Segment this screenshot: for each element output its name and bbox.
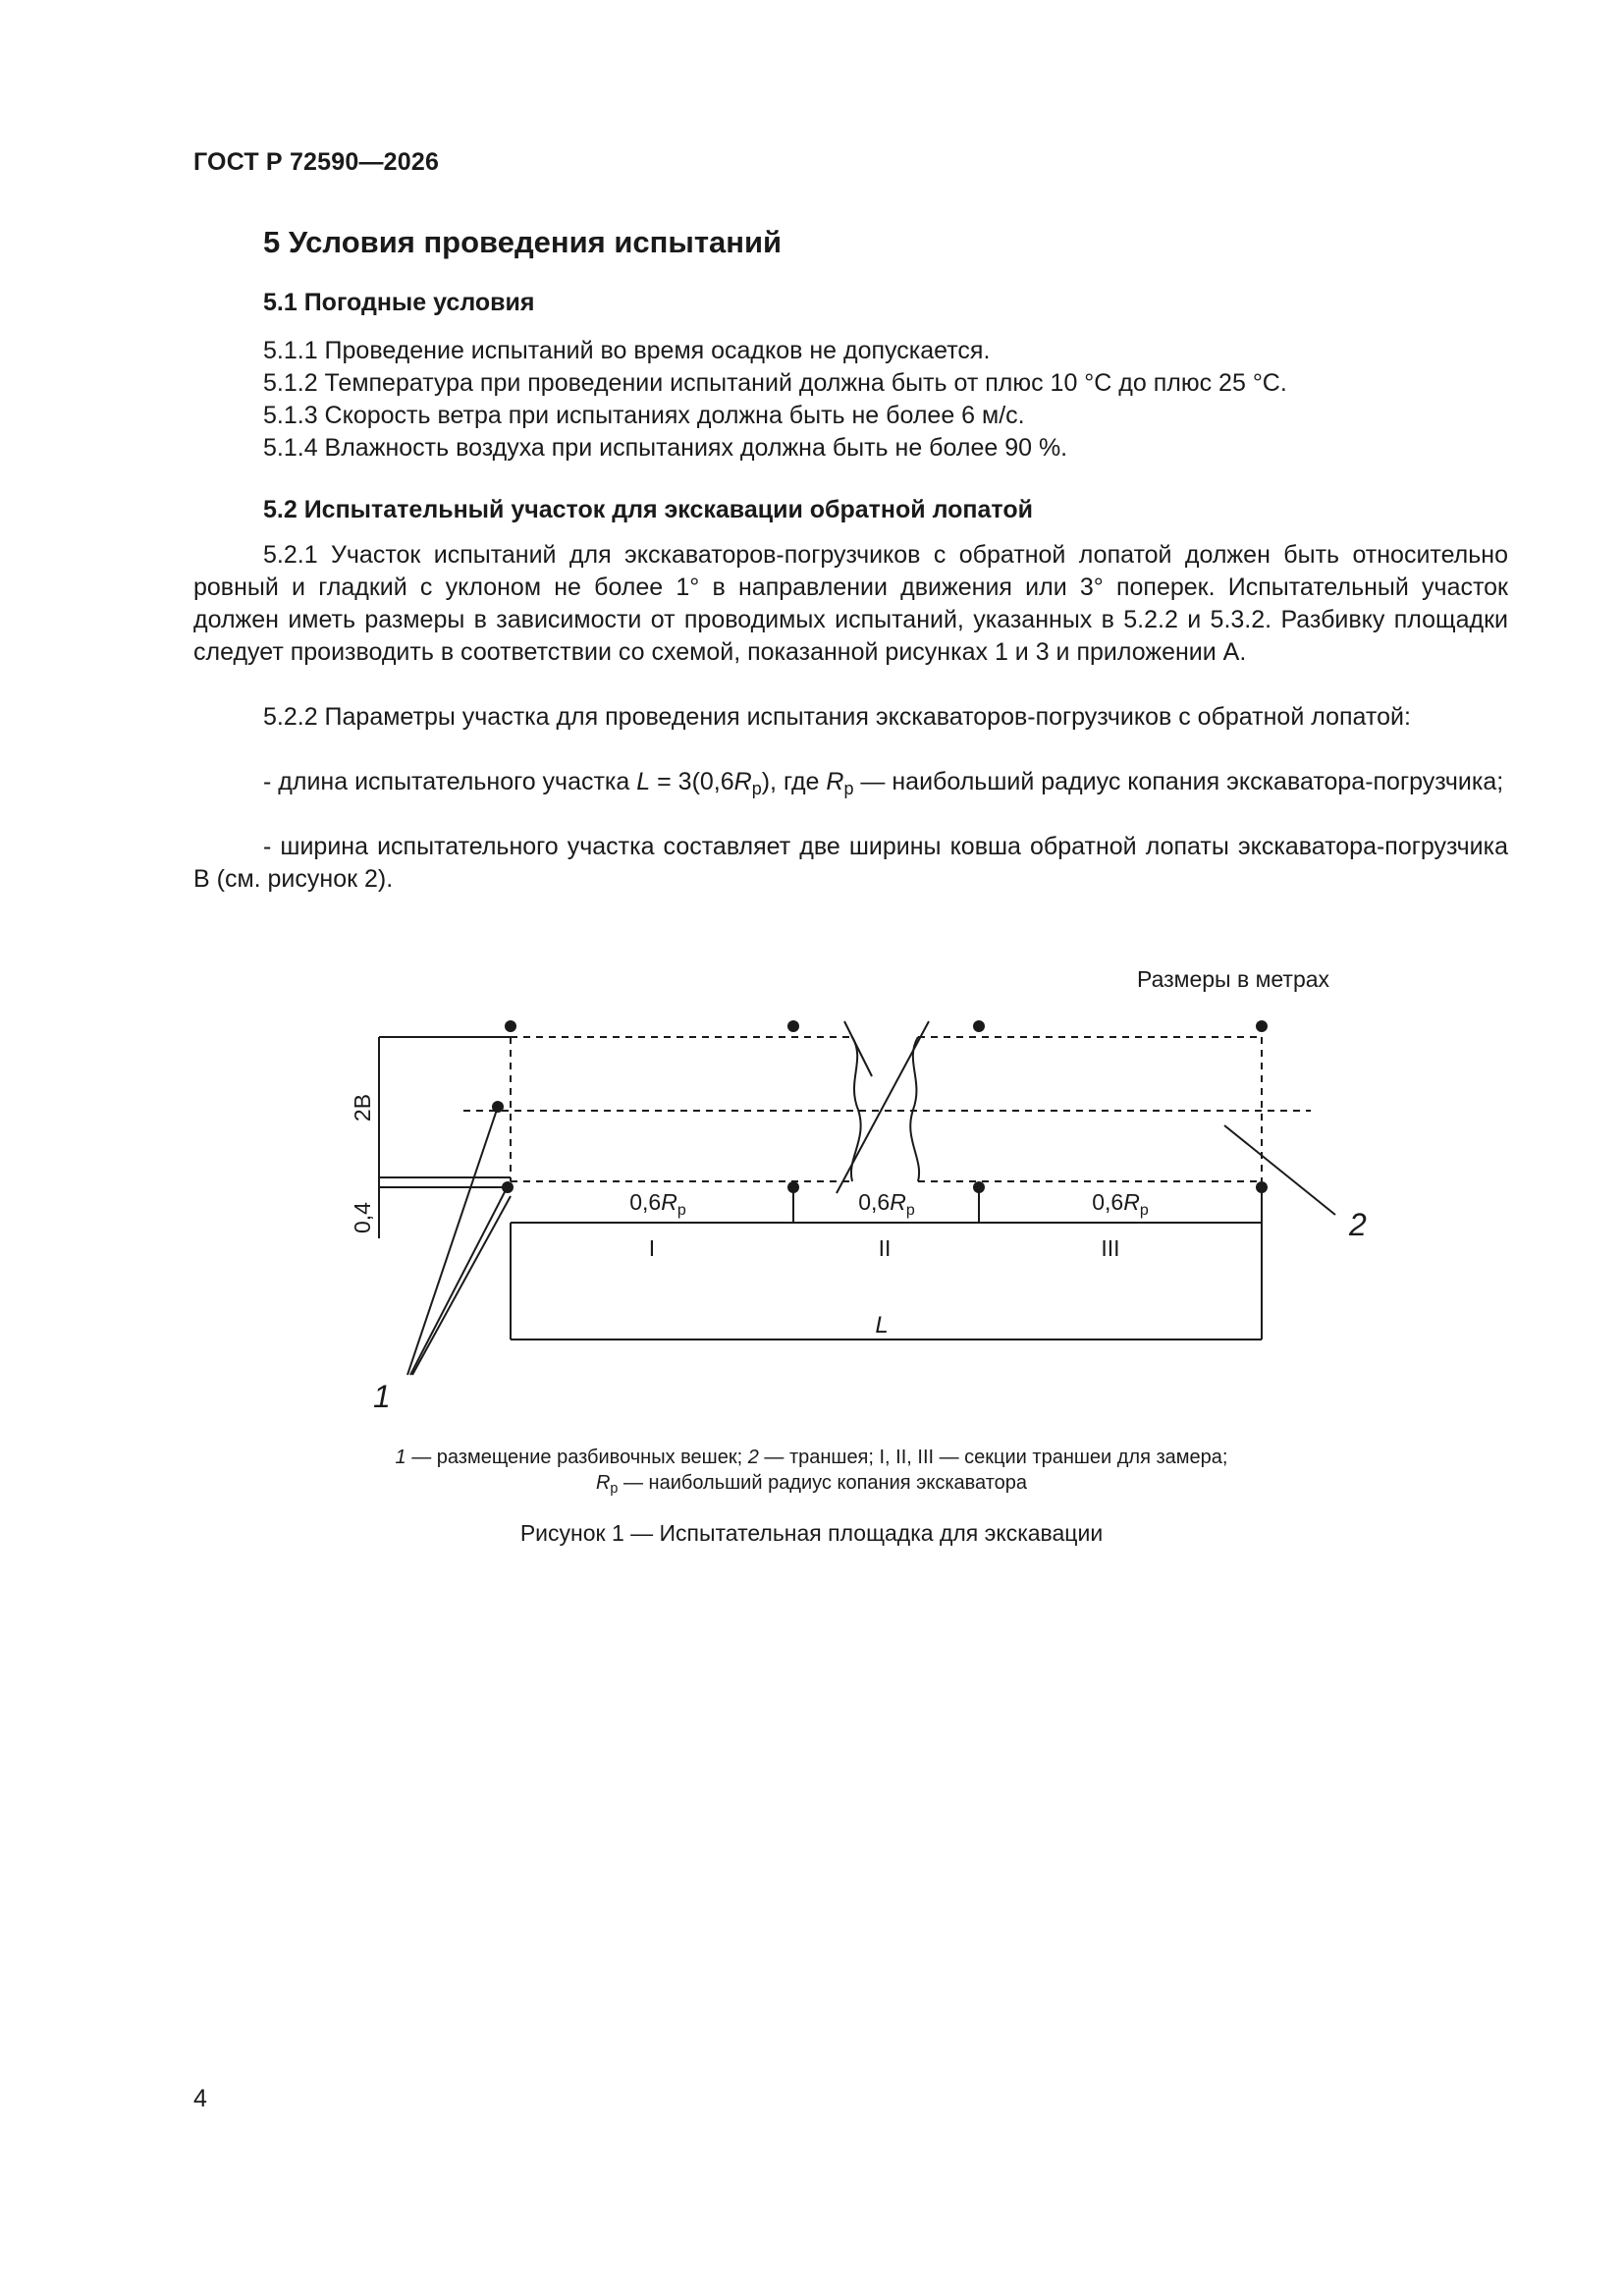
legend-symbol-r-sub: р	[610, 1481, 619, 1498]
legend-text-3: — наибольший радиус копания экскаватора	[618, 1472, 1028, 1494]
leader-2	[1224, 1125, 1335, 1215]
callout-2: 2	[1349, 1207, 1367, 1242]
figure-legend-line-1	[0, 1447, 1623, 1469]
symbol-R-2: R	[826, 768, 844, 795]
segment-label-3	[1092, 1189, 1149, 1219]
subsection-title-5-2: 5.2 Испытательный участок для экскавации обратной лопатой	[263, 496, 1033, 523]
symbol-R: R	[733, 768, 752, 795]
break-tick-left	[844, 1021, 872, 1076]
symbol-R-subscript: р	[751, 779, 762, 799]
clause-5-2-2: 5.2.2 Параметры участка для проведения испытания экскаваторов-погрузчиков с обратной лопатой:	[263, 703, 1411, 731]
leader-1b	[410, 1186, 508, 1375]
legend-num-1: 1	[395, 1447, 406, 1468]
subsection-title-5-1: 5.1 Погодные условия	[263, 289, 535, 316]
stake-marker	[492, 1101, 504, 1113]
legend-text-2: — траншея; I, II, III — секции траншеи для замера;	[758, 1447, 1228, 1468]
segment-label-num: 0,6	[858, 1189, 891, 1215]
stake-marker	[787, 1181, 799, 1193]
bullet-length-suffix: — наибольший радиус копания экскаватора-погрузчика;	[853, 768, 1504, 795]
stake-marker	[505, 1020, 516, 1032]
segment-label-num: 0,6	[1092, 1189, 1124, 1215]
page-number: 4	[193, 2085, 207, 2112]
dim-label-2b-value: 2B	[350, 1093, 375, 1122]
segment-label-1	[629, 1189, 686, 1219]
leader-1a	[407, 1107, 498, 1375]
segment-label-num: 0,6	[629, 1189, 662, 1215]
clause-5-1-4: 5.1.4 Влажность воздуха при испытаниях должна быть не более 90 %.	[263, 434, 1068, 462]
segment-label-sub: р	[905, 1202, 915, 1219]
stake-marker	[787, 1020, 799, 1032]
segment-label-r: R	[661, 1189, 677, 1215]
symbol-L: L	[636, 768, 651, 795]
stake-markers	[492, 1020, 1268, 1193]
break-slash	[837, 1021, 929, 1193]
break-wave-right	[910, 1037, 919, 1181]
clause-5-1-2: 5.1.2 Температура при проведении испытаний должна быть от плюс 10 °С до плюс 25 °С.	[263, 369, 1287, 397]
stake-marker	[973, 1020, 985, 1032]
stake-marker	[502, 1181, 514, 1193]
section-label-iii: III	[1101, 1235, 1120, 1261]
legend-text-1: — размещение разбивочных вешек;	[406, 1447, 748, 1468]
figure-caption: Рисунок 1 — Испытательная площадка для экскавации	[519, 1520, 1104, 1546]
figure-legend-line-2	[0, 1472, 1623, 1497]
units-note: Размеры в метрах	[1137, 966, 1330, 992]
section-label-i: I	[648, 1235, 656, 1261]
legend-num-2: 2	[747, 1447, 759, 1468]
bullet-length-prefix: - длина испытательного участка	[263, 768, 637, 795]
stake-marker	[1256, 1181, 1268, 1193]
segment-label-sub: р	[1139, 1202, 1149, 1219]
break-wave-left	[851, 1037, 861, 1181]
legend-symbol-r: R	[595, 1472, 611, 1494]
section-title: 5 Условия проведения испытаний	[263, 225, 783, 259]
segment-label-r: R	[1123, 1189, 1140, 1215]
bullet-length-formula: = 3(0,6	[650, 768, 734, 795]
length-label: L	[875, 1312, 889, 1339]
callout-1: 1	[373, 1379, 391, 1414]
clause-5-2-1: 5.2.1 Участок испытаний для экскаваторов-погрузчиков с обратной лопатой должен быть относительно ровный и гладкий с уклоном не более 1° в направлении движения или 3° поперек. Испытательный участок должен иметь размеры в зависимости от проводимых испытаний, указанных в 5.2.2 и 5.3.2. Разбивку площадки следует производить в соответствии со схемой, показанной рисунках 1 и 3 и приложении А.	[193, 541, 1508, 666]
bullet-length-middle: ), где	[761, 768, 827, 795]
clause-5-1-1: 5.1.1 Проведение испытаний во время осадков не допускается.	[263, 337, 991, 364]
bullet-width: - ширина испытательного участка составляет две ширины ковша обратной лопаты экскаватора-погрузчика В (см. рисунок 2).	[193, 833, 1508, 893]
stake-marker	[1256, 1020, 1268, 1032]
segment-label-r: R	[890, 1189, 906, 1215]
symbol-R-2-subscript: р	[843, 779, 854, 799]
section-label-ii: II	[878, 1235, 892, 1261]
leader-1c	[412, 1196, 511, 1375]
clause-5-1-3: 5.1.3 Скорость ветра при испытаниях должна быть не более 6 м/с.	[263, 402, 1025, 429]
stake-marker	[973, 1181, 985, 1193]
segment-label-2	[858, 1189, 915, 1219]
document-code: ГОСТ Р 72590—2026	[193, 148, 440, 176]
trench-outline	[463, 1037, 1311, 1181]
segment-label-sub: р	[676, 1202, 686, 1219]
dim-label-0-4: 0,4	[350, 1202, 375, 1233]
dim-label-2b	[350, 1094, 375, 1121]
